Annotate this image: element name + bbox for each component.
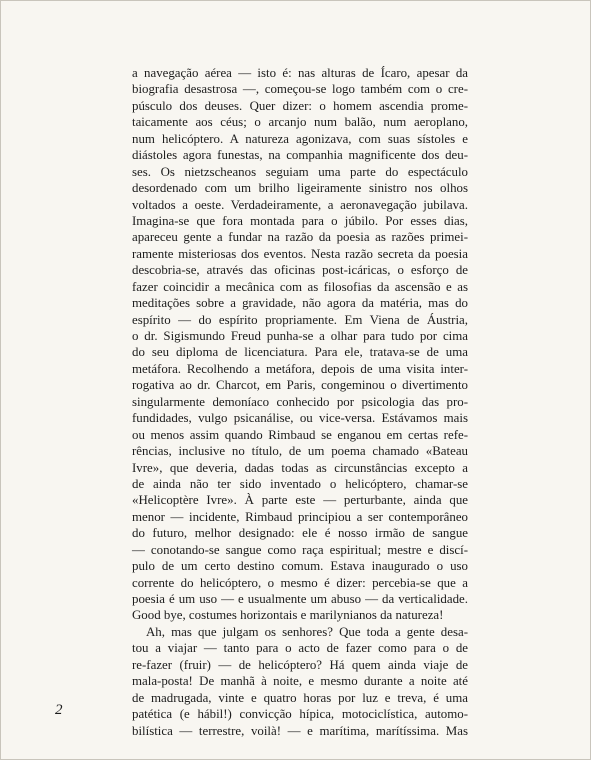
text-line: num helicóptero. A natureza agonizava, com suas sístoles e bbox=[132, 131, 468, 146]
text-line: desordenado com um brilho ligeiramente sinistro nos olhos bbox=[132, 181, 468, 196]
text-line: o dr. Sigismundo Freud punha-se a olhar para tudo por cima bbox=[132, 329, 468, 343]
text-line: ses. Os nietzscheanos seguiam uma parte do espectáculo bbox=[132, 164, 468, 179]
text-line: ramente misteriosas dos eventos. Nesta razão secreta da poesia bbox=[132, 246, 468, 261]
text-line: Imagina-se que fora montada para o júbilo. Por esses dias, bbox=[132, 213, 468, 228]
text-line: descobria-se, através das oficinas post-icáricas, o esforço de bbox=[132, 263, 468, 278]
text-line: diástoles agora funestas, na companhia magnificente dos deu- bbox=[132, 148, 468, 163]
text-line: meditações sobre a gravidade, não agora da matéria, mas do bbox=[132, 296, 468, 311]
text-line: rogativa ao dr. Charcot, em Paris, congeminou o divertimento bbox=[132, 378, 468, 393]
body-text bbox=[132, 65, 468, 739]
text-line: corrente do helicóptero, o mesmo é dizer: percebia-se que a bbox=[132, 575, 468, 590]
text-line: rências, inclusive no título, de um poema chamado «Bateau bbox=[132, 444, 468, 459]
text-line: do seu diploma de licenciatura. Para ele, tratava-se de uma bbox=[132, 345, 468, 360]
text-line: ou menos assim quando Rimbaud se enganou em certas refe- bbox=[132, 427, 468, 442]
text-line: de madrugada, vinte e quatro horas por luz e treva, é uma bbox=[132, 690, 468, 705]
text-line: taicamente aos céus; o arcanjo num balão, num aeroplano, bbox=[132, 115, 468, 130]
text-line: — conotando-se sangue como raça espiritual; mestre e discí- bbox=[132, 542, 468, 557]
text-line: a navegação aérea — isto é: nas alturas de Ícaro, apesar da bbox=[132, 66, 468, 80]
text-line: biografia desastrosa —, começou-se logo também com o cre- bbox=[132, 82, 468, 97]
text-line: Ah, mas que julgam os senhores? Que toda a gente desa- bbox=[146, 624, 468, 639]
text-line: poesia é um uso — e usualmente um abuso — da verticalidade. bbox=[132, 592, 468, 606]
text-line: «Helicoptère Ivre». À parte este — perturbante, ainda que bbox=[132, 493, 468, 508]
text-line: voltados a oeste. Verdadeiramente, a aeronavegação jubilava. bbox=[132, 197, 468, 212]
text-line: singularmente demoníaco conhecido por psicologia das pro- bbox=[132, 394, 468, 409]
text-line: espírito — do espírito propriamente. Em Viena de Áustria, bbox=[132, 312, 468, 327]
page-number: 2 bbox=[55, 702, 63, 718]
text-line: patética (e hábil!) convicção hípica, motociclística, automo- bbox=[132, 707, 468, 722]
text-line: Good bye, costumes horizontais e marilynianos da natureza! bbox=[132, 608, 444, 623]
text-line: apareceu gente a fundar na razão da poesia as razões primei- bbox=[132, 230, 468, 245]
text-line: Ivre», que deveria, dadas todas as circunstâncias excepto a bbox=[132, 460, 468, 475]
text-line: menor — incidente, Rimbaud principiou a ser contemporâneo bbox=[132, 509, 468, 524]
text-line: púsculo dos deuses. Quer dizer: o homem ascendia prome- bbox=[132, 98, 468, 113]
text-line: fazer coincidir a mecânica com as filosofias da ascensão e as bbox=[132, 279, 468, 294]
text-line: metáfora. Recolhendo a metáfora, depois de uma visita inter- bbox=[132, 361, 468, 376]
text-line: mala-posta! De manhã à noite, e mesmo durante a noite até bbox=[132, 674, 468, 689]
text-line: bilística — terrestre, voilà! — e marítima, marítíssima. Mas bbox=[132, 723, 468, 738]
text-line: de ainda não ter sido inventado o helicóptero, chamar-se bbox=[132, 476, 468, 491]
text-line: fundidades, vulgo psicanálise, ou vice-versa. Estávamos mais bbox=[132, 411, 468, 426]
text-line: re-fazer (fruir) — de helicóptero? Há quem ainda viaje de bbox=[132, 657, 468, 672]
text-line: pulo de um certo destino comum. Estava inaugurado o uso bbox=[132, 559, 468, 574]
text-line: do futuro, melhor designado: ele é nosso irmão de sangue bbox=[132, 526, 468, 541]
text-line: tou a viajar — tanto para o acto de fazer como para o de bbox=[132, 641, 468, 656]
